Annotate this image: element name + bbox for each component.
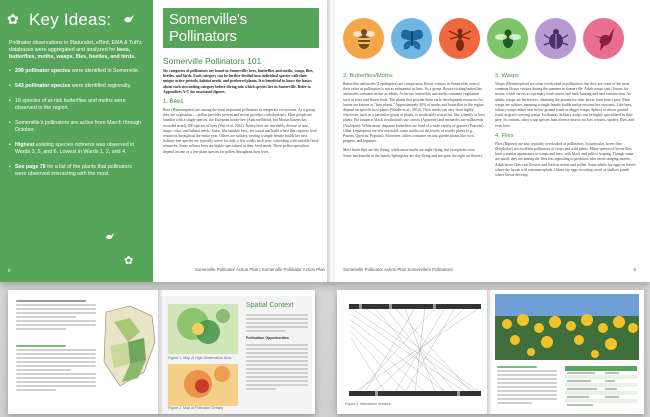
bee-icon [343,18,384,59]
heat-map-warm [168,364,238,406]
text-block [16,300,96,332]
text-block [497,366,557,406]
spine-shadow [158,290,163,414]
spine-shadow [487,290,492,414]
hummingbird-icon [583,18,624,59]
intro-paragraph: Six categories of pollinators are found in Somerville: bees, butterflies and moths, wasps, flies, beetles, and birds. Each category can be further divided into individual species with their unique active periods, habitat needs, and preferred plants. It is beneficial to know the basics about each stewarding category before diving into which species live in Somerville. Refer to Appendices A-C for associated figures. [163,69,314,94]
key-ideas-title: Key Ideas: [29,10,112,29]
flower-photo [495,294,639,360]
wasps-heading: 3. Wasps [495,73,519,79]
text-block [246,314,308,334]
leaf-icon: ✿ [124,255,134,267]
figure-caption: Figure 2. Map of Pollinator Density [168,406,224,410]
key-idea-item: • 18 species of at-risk butterflies and moths were observed in the region. [9,98,144,112]
bird-icon [123,14,135,27]
data-table [565,366,637,408]
key-ideas-intro: Pollinator observations in iNaturalist, eBird, EMA & Tuft's databases were aggregated and analyzed for bees, butterflies, moths, wasps, flies, beetles, and birds. [9,40,142,60]
leaf-icon: ✿ [7,11,19,27]
figure-caption: Figure 3. Interaction network [345,402,391,406]
figure-caption: Figure 1. Map of High Observation Area [168,356,232,360]
fly-icon [487,18,528,59]
key-idea-item: • Highest existing species richness was observed in Wards 3, 5, and 6. Lowest in Wards 1, 2, and 4. [9,142,144,156]
column-right [495,69,637,182]
beetle-icon [535,18,576,59]
page-number: 8 [8,268,11,273]
left-text-page [153,0,327,282]
right-text-page [335,0,650,282]
lower-right-brochure [337,290,644,414]
bees-paragraph: Bees (Hymenoptera) are among the most important pollinators in temperate ecosystems. As a group, they are vegetarian — pollen provides protein and nectar provides carbohydrates. Most people are familiar with a single species, the European honey bee (Apis mellifera), but Massachusetts has recorded nearly 400 species of bees (Veit et al. 2022). Native bees are incredibly diverse in size, shape, color, and habitat needs. Some, like bumble bees, are social and build a nest that requires food resources throughout the entire year. Others are solitary, nesting a single female builds her nest. Solitary bee species are typically active for only a few weeks each year, coinciding with suitable floral resources. Some solitary bees are highly specialized in their food needs. These pollen specialists depend on one or a few plant species for pollen throughout their lives. [163,108,319,154]
page-banner: Somerville's Pollinators [163,8,319,48]
pollinator-icon-row [343,18,638,59]
flies-heading: 4. Flies [495,132,514,139]
butterflies-paragraph: Butterflies and moths (Lepidoptera) are conspicuous flower visitors in Somerville, even if their value as pollinators is not as substantial as bees. As a group, flower-visiting butterflies and moths consume nectar as adults. As larvae, butterflies and moths consume vegetation such as trees and flower beds. The plants that provide these early development resources for larvae are known as "host plants." Approximately 40% of moths and butterflies in the region depend on specific host plants (Wardle et al., 2014). Their needs can vary from highly restrictive, such as a particular genus of plants, to moderately restrictive, like a family of host plants. For instance, black swallowtails use carrots (Apiaceae) and monarchs use milkweeds (Asclepias). While many diapause butterflies are fond of a wide variety of grasses (Poaceae). Other Lepidoptera are less restricted, some moths eat the leaves of woody plants (e.g., Prunus, Quercus, Populus). Moreover, others consume various garden plants like corn, peppers, and legumes. [343,82,485,144]
lower-left-brochure [8,290,315,414]
subheading: Pollination Opportunities [246,336,289,340]
key-idea-item: • Somerville's pollinators are active from March through October. [9,120,144,134]
butterflies-paragraph-2: Most butterflies are day flying, while most moths are night flying, but exceptions exist. Some hawkmoths in the family Sphingidae are day flying and are quite the sight on flowers. [343,148,484,158]
page-footer: Somerville Pollinator Action Plan | Somerville Pollinator Action Plan [195,267,325,272]
key-idea-item: • 299 pollinator species were identified in Somerville. [9,68,144,75]
butterfly-icon [391,18,432,59]
column-left [343,69,485,182]
wasp-icon [439,18,480,59]
heat-map-green [168,304,238,354]
text-columns [343,69,638,182]
bees-heading: 1. Bees [163,99,184,106]
wasps-paragraph: Wasps (Hymenoptera) are often overlooked as pollinators, but they are some of the most common flower visitors during the summer in Somerville. Adult wasps visit flowers for nectar, which serves as a primary food source and fuels hunting and nest construction. As adults, wasps are herbivores, obtaining the protein for their larvae from insect prey. Most wasps are solitary, meaning a single female builds and provisions her own nest. Like bees, solitary wasps either nest below ground (such as digger wasps, Sphex) or above ground (such as grass-carrying wasps, Isodontia). Solitary wasps can be highly specialized in their prey. In contrast, other wasp species hunt diverse insects such as crickets, spiders, flies, and even bees. [495,82,635,128]
text-block [246,344,308,392]
key-idea-item: • 543 pollinator species were identified regionally. [9,83,144,90]
ward-map [100,302,158,390]
page-number: 9 [633,267,636,272]
section-title: Spatial Context [246,302,294,309]
key-ideas-panel [0,0,153,282]
page-footer: Somerville Pollinator Action Plan Somerville's Pollinators [343,267,453,272]
spine-shadow [327,0,335,282]
bird-icon [105,232,115,244]
flies-paragraph: Flies (Diptera) are also typically overlooked as pollinators. In particular, hover flies (Syrphidae) are excellent pollinators of crops and wild plants. Many species of hover flies have a similar appearance to wasps and bees, with black and yellow striping. Though some are small, they are among the flies less appealing to predators who avoid stinging insects. Adult hover flies visit flowers and feed on nectar and pollen. Some adults lay eggs on leaves where the larvae will consume aphids. Others lay eggs in rotting wood or shallow ponds where larvae develop. [495,141,636,178]
text-block [16,345,96,393]
network-diagram [345,300,485,400]
section-subtitle: Somerville Pollinators 101 [163,56,262,66]
butterflies-heading: 2. Butterflies/Moths [343,73,393,79]
key-idea-item: • See page 79 for a list of the plants that pollinators were observed interacting with the most. [9,164,144,178]
